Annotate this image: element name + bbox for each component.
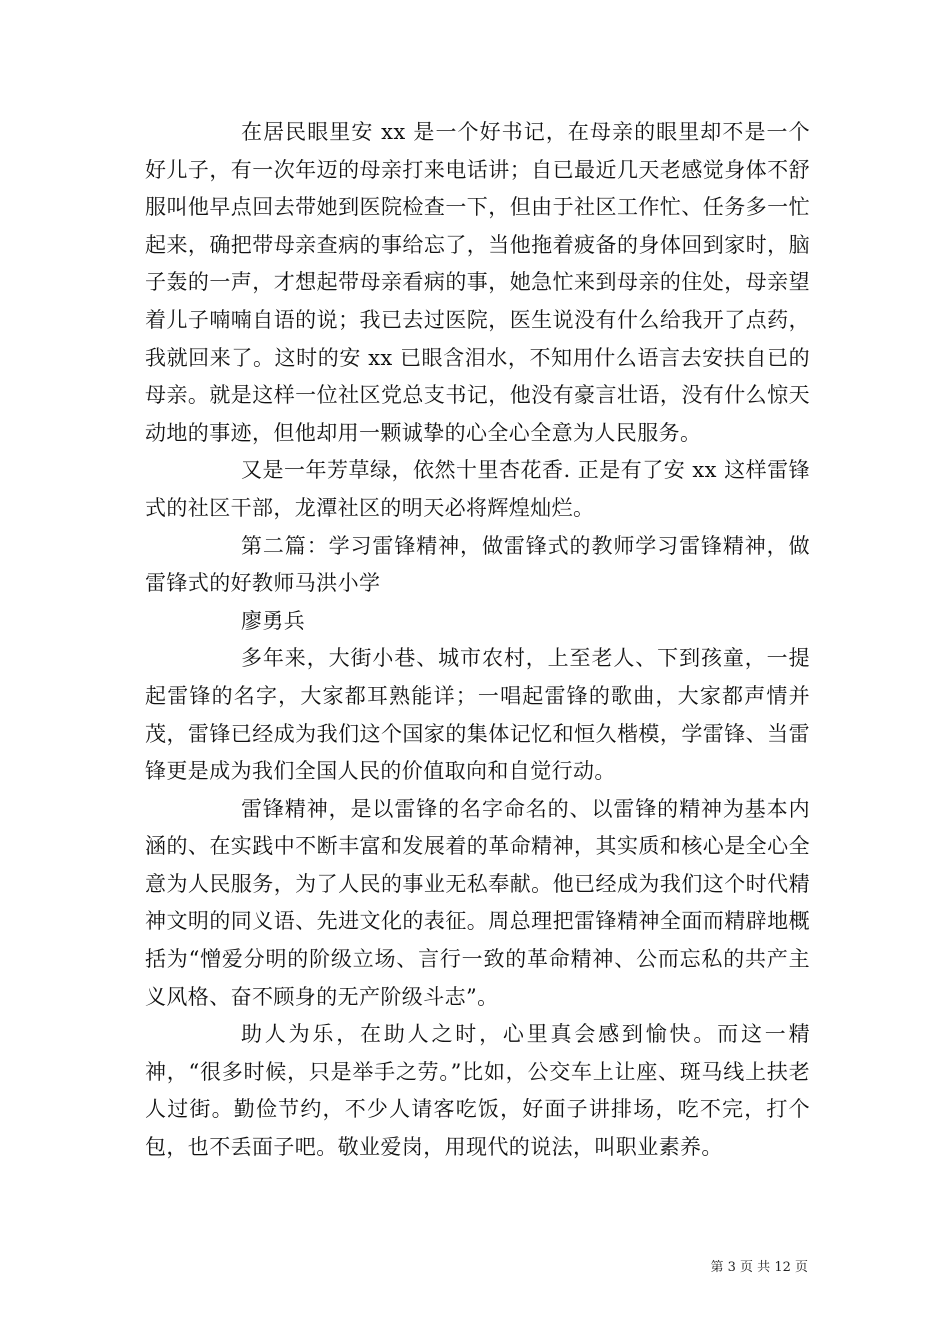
paragraph-leifeng-spirit: 雷锋精神，是以雷锋的名字命名的、以雷锋的精神为基本内涵的、在实践中不断丰富和发展着的革命精神，其实质和核心是全心全意为人民服务，为了人民的事业无私奉献。他已经成为我们这个时代精神文明的同义语、先进文化的表征。周总理把雷锋精神全面而精辟地概括为“憎爱分明的阶级立场、言行一致的革命精神、公而忘私的共产主义风格、奋不顾身的无产阶级斗志”。 [145, 796, 810, 1009]
paragraph-helping-others: 助人为乐，在助人之时，心里真会感到愉快。而这一精神，“很多时候，只是举手之劳。”比如，公交车上让座、斑马线上扶老人过街。勤俭节约，不少人请客吃饭，好面子讲排场，吃不完，打个包，也不丢面子吧。敬业爱岗，用现代的说法，叫职业素养。 [145, 1022, 810, 1160]
paragraph-leifeng-memory: 多年来，大街小巷、城市农村，上至老人、下到孩童，一提起雷锋的名字，大家都耳熟能详；一唱起雷锋的歌曲，大家都声情并茂，雷锋已经成为我们这个国家的集体记忆和恒久楷模，学雷锋、当雷锋更是成为我们全国人民的价值取向和自觉行动。 [145, 646, 810, 784]
section-heading-part-two: 第二篇：学习雷锋精神，做雷锋式的教师学习雷锋精神，做雷锋式的好教师马洪小学 [145, 533, 810, 596]
author-name: 廖勇兵 [241, 608, 306, 633]
document-body [145, 114, 810, 1167]
paragraph-mother-story: 在居民眼里安 xx 是一个好书记，在母亲的眼里却不是一个好儿子，有一次年迈的母亲打来电话讲；自已最近几天老感觉身体不舒服叫他早点回去带她到医院检查一下，但由于社区工作忙、任务多一忙起来，确把带母亲查病的事给忘了，当他拖着疲备的身体回到家时，脑子轰的一声，才想起带母亲看病的事，她急忙来到母亲的住处，母亲望着儿子喃喃自语的说；我已去过医院，医生说没有什么给我开了点药，我就回来了。这时的安 xx 已眼含泪水，不知用什么语言去安扶自已的母亲。就是这样一位社区党总支书记，他没有豪言壮语，没有什么惊天动地的事迹，但他却用一颗诚挚的心全心全意为人民服务。 [145, 120, 810, 445]
page-number-footer: 第 3 页 共 12 页 [710, 1260, 808, 1275]
paragraph-spring-closing: 又是一年芳草绿，依然十里杏花香. 正是有了安 xx 这样雷锋式的社区干部，龙潭社区的明天必将辉煌灿烂。 [145, 458, 810, 520]
